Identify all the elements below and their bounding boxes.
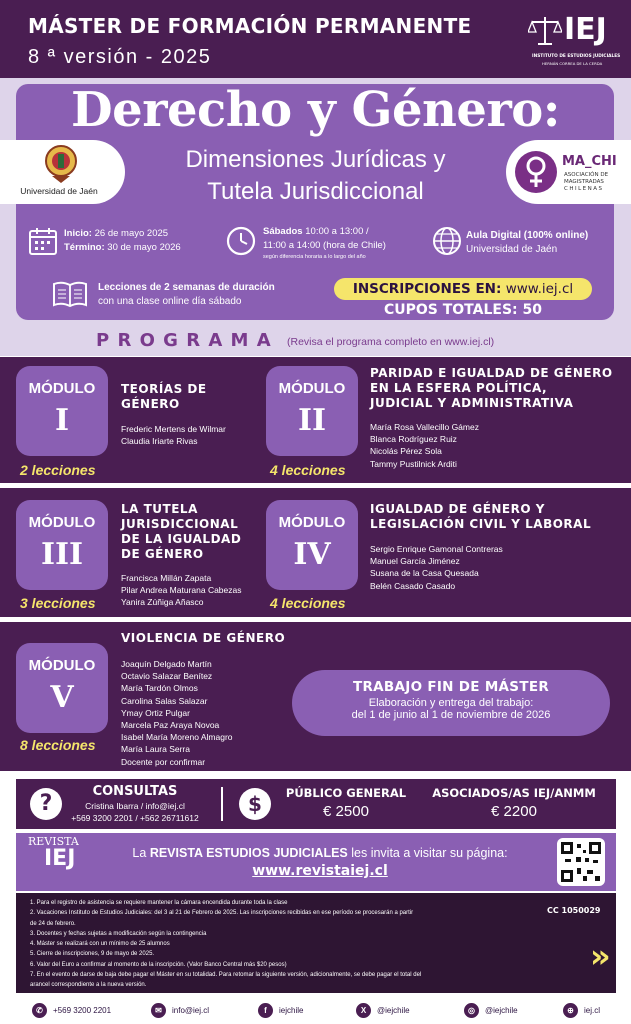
revista-url[interactable]: www.revistaiej.cl [252, 863, 388, 879]
teacher: Carolina Salas Salazar [121, 695, 208, 706]
public-price-label: PÚBLICO GENERAL [285, 786, 407, 800]
teacher: Isabel María Moreno Almagro [121, 732, 233, 743]
start-value: 26 de mayo 2025 [94, 228, 169, 239]
teacher: Ymay Ortiz Pulgar [121, 707, 190, 718]
module-5-label: MÓDULO [28, 657, 96, 674]
revista-text-bold: REVISTA ESTUDIOS JUDICIALES [149, 846, 348, 860]
end-value: 30 de mayo 2026 [107, 242, 181, 253]
next-chevron-icon[interactable]: » [590, 937, 611, 975]
tfm-line-2: del 1 de junio al 1 de noviembre de 2026 [351, 709, 551, 721]
note: de 24 de febrero. [30, 920, 76, 927]
iej-logo-sub2: HERNÁN CORREA DE LA CERDA [542, 61, 603, 66]
module-2-title-line: EN LA ESFERA POLÍTICA, [370, 381, 548, 395]
jaen-crest-icon [44, 144, 78, 184]
module-1-numeral: I [54, 403, 70, 438]
teacher: Sergio Enrique Gamonal Contreras [370, 544, 503, 554]
teacher: Joaquín Delgado Martín [121, 659, 212, 669]
note: 1. Para el registro de asistencia se requiere mantener la cámara encendida durante toda la clase [30, 900, 288, 906]
module-4-lessons: 4 lecciones [270, 595, 346, 611]
module-3-title-line: DE GÉNERO [121, 547, 204, 561]
module-2-teachers [370, 421, 479, 470]
teacher: Pilar Andrea Maturana Cabezas [121, 585, 242, 596]
revista-text [90, 846, 550, 860]
module-5-lessons: 8 lecciones [20, 737, 96, 753]
universidad-jaen-label: Universidad de Jaén [20, 186, 98, 196]
main-title: Derecho y Género: [71, 82, 560, 138]
header-title: MÁSTER DE FORMACIÓN PERMANENTE [28, 14, 472, 38]
module-1-teachers [121, 423, 226, 447]
schedule-line-1 [263, 226, 369, 237]
x-icon: X [356, 1003, 371, 1018]
scales-icon [528, 14, 562, 48]
lessons-line-2: con una clase online día sábado [98, 296, 242, 307]
consultas-phones[interactable]: +569 3200 2201 / +562 26711612 [71, 813, 199, 823]
end-label: Término: [64, 242, 105, 253]
module-3-card [16, 500, 108, 590]
assoc-price-label: ASOCIADOS/AS IEJ/ANMM [432, 786, 596, 800]
module-5-card [16, 643, 108, 733]
schedule-label: Sábados [263, 226, 303, 237]
divider [221, 787, 223, 821]
module-2-title-line: JUDICIAL Y ADMINISTRATIVA [370, 396, 574, 410]
module-3-title-line: JURISDICCIONAL [121, 517, 239, 531]
footer-email-text: info@iej.cl [172, 1006, 210, 1015]
teacher: Susana de la Casa Quesada [370, 568, 479, 579]
module-2-numeral: II [297, 403, 327, 438]
dollar-icon: $ [239, 788, 271, 820]
footer-web-text: iej.cl [584, 1006, 601, 1015]
header-version: 8 ª versión - 2025 [28, 46, 212, 68]
note: 2. Vacaciones Instituto de Estudios Judiciales: del 3 al 21 de Febrero de 2025. Las inscripciones recibidas en ese período se procesarán a partir [30, 910, 414, 917]
module-2-card [266, 366, 358, 456]
globe-icon [432, 226, 462, 256]
tfm-line-1: Elaboración y entrega del trabajo: [368, 697, 534, 709]
teacher: María Rosa Vallecillo Gámez [370, 422, 479, 432]
tfm-pill [292, 670, 610, 736]
teacher: Octavio Salazar Benítez [121, 671, 213, 682]
module-2-lessons: 4 lecciones [270, 462, 346, 478]
inscriptions-pill[interactable] [334, 278, 592, 300]
teacher: Blanca Rodríguez Ruiz [370, 434, 457, 445]
module-1-title-line: TEORÍAS DE [121, 382, 207, 396]
classroom-sub: Universidad de Jaén [466, 244, 558, 255]
facebook-icon: f [258, 1003, 273, 1018]
schedule-note: según diferencia horaria a lo largo del año [263, 254, 366, 260]
teacher: Yanira Zúñiga Añasco [121, 597, 204, 608]
web-icon: ⊕ [563, 1003, 578, 1018]
course-code: CC 1050029 [547, 906, 601, 915]
revista-band [16, 833, 616, 891]
iej-logo-text: IEJ [564, 12, 607, 47]
module-4-title [370, 502, 591, 532]
module-5-numeral: V [50, 680, 74, 715]
qr-code-icon [561, 842, 601, 882]
female-symbol-icon [523, 155, 549, 189]
revista-logo-top: REVISTA [28, 835, 79, 848]
consultas-title: CONSULTAS [92, 784, 178, 799]
inscriptions-url[interactable]: www.iej.cl [505, 281, 574, 297]
qr-code[interactable] [557, 838, 605, 886]
teacher: Francisca Millán Zapata [121, 573, 212, 583]
clock-icon [226, 226, 256, 256]
machi-sub-2: MAGISTRADAS [564, 179, 604, 185]
module-1-card [16, 366, 108, 456]
module-2-title [370, 366, 613, 411]
revista-logo-main: IEJ [44, 846, 76, 871]
footer-x[interactable] [356, 1003, 410, 1018]
notes-list [30, 898, 530, 991]
revista-text-post: les invita a visitar su página: [347, 846, 508, 860]
footer-x-text: @iejchile [377, 1006, 410, 1015]
module-3-numeral: III [40, 537, 84, 572]
footer-whatsapp[interactable] [32, 1003, 111, 1018]
module-2-label: MÓDULO [278, 380, 346, 397]
teacher: Docente por confirmar [121, 756, 206, 767]
footer-instagram-text: @iejchile [485, 1006, 518, 1015]
start-date [64, 228, 168, 239]
book-icon [52, 280, 88, 308]
note: 6. Valor del Euro a confirmar al momento de la inscripción. (Valor Banco Central más $20 pesos) [30, 961, 287, 968]
assoc-price: € 2200 [491, 803, 537, 820]
module-3-title-line: DE LA IGUALDAD [121, 532, 242, 546]
footer-email[interactable] [151, 1003, 209, 1018]
note: 3. Docentes y fechas sujetas a modificación según la contingencia [30, 930, 207, 937]
module-1-title [121, 382, 207, 412]
note: arancel correspondiente a la nueva versión. [30, 982, 147, 989]
module-3-teachers [121, 572, 242, 609]
iej-logo-sub1: INSTITUTO DE ESTUDIOS JUDICIALES [532, 54, 621, 59]
teacher: Frederic Mertens de Wilmar [121, 424, 226, 434]
module-3-title [121, 502, 241, 562]
machi-name: MA_CHI [562, 154, 617, 169]
teacher: Tammy Pustilnick Arditi [370, 458, 457, 469]
instagram-icon: ◎ [464, 1003, 479, 1018]
module-4-title-line: IGUALDAD DE GÉNERO Y [370, 502, 545, 516]
footer-facebook-text: iejchile [279, 1006, 304, 1015]
note: 4. Máster se realizará con un mínimo de 25 alumnos [30, 941, 170, 948]
classroom-label: Aula Digital (100% online) [466, 230, 589, 241]
banner-subtitle-1: Dimensiones Jurídicas y [185, 146, 446, 173]
teacher: Claudia Iriarte Rivas [121, 436, 198, 447]
teacher: María Tardón Olmos [121, 683, 198, 694]
module-1-lessons: 2 lecciones [20, 462, 96, 478]
module-3-title-line: LA TUTELA [121, 502, 198, 516]
start-label: Inicio: [64, 228, 92, 239]
module-4-card [266, 500, 358, 590]
tfm-title: TRABAJO FIN DE MÁSTER [352, 679, 550, 695]
programa-title: P R O G R A M A [96, 330, 272, 351]
end-date [64, 242, 181, 253]
whatsapp-icon: ✆ [32, 1003, 47, 1018]
public-price: € 2500 [323, 803, 369, 820]
mail-icon: ✉ [151, 1003, 166, 1018]
schedule-line-2: 11:00 a 14:00 (hora de Chile) [263, 240, 386, 251]
programa-note: (Revisa el programa completo en www.iej.cl) [287, 336, 495, 348]
teacher: Nicolás Pérez Sola [370, 446, 442, 457]
module-5-title-line: VIOLENCIA DE GÉNERO [121, 631, 286, 645]
footer-instagram[interactable] [464, 1003, 518, 1018]
cupos-totales: CUPOS TOTALES: 50 [383, 302, 543, 318]
footer-facebook[interactable] [258, 1003, 303, 1018]
machi-sub-1: ASOCIACIÓN DE [564, 172, 609, 178]
teacher: Marcela Paz Araya Novoa [121, 720, 220, 731]
module-4-label: MÓDULO [278, 514, 346, 531]
note: 7. En el evento de darse de baja debe pagar el Máster en su totalidad. Para retomar la siguiente versión, adicionalmente, se debe pagar el total del [30, 972, 422, 979]
module-4-numeral: IV [293, 537, 331, 572]
module-5-teachers [121, 658, 233, 768]
module-5-title [121, 631, 285, 646]
question-icon: ? [30, 788, 62, 820]
machi-sub-3: CHILENAS [564, 186, 604, 192]
calendar-icon [28, 226, 58, 256]
footer-web[interactable] [563, 1003, 600, 1018]
module-1-title-line: GÉNERO [121, 397, 180, 411]
inscriptions-label: INSCRIPCIONES EN: [352, 281, 502, 297]
universidad-jaen-logo [0, 140, 125, 204]
schedule-time-1: 10:00 a 13:00 / [305, 226, 369, 237]
note: 5. Cierre de inscripciones, 9 de mayo de 2025. [30, 951, 155, 958]
teacher: María Laura Serra [121, 744, 190, 755]
module-1-label: MÓDULO [28, 380, 96, 397]
teacher: Belén Casado Casado [370, 580, 456, 591]
module-3-label: MÓDULO [28, 514, 96, 531]
lessons-line-1: Lecciones de 2 semanas de duración [98, 282, 275, 293]
teacher: Manuel García Jiménez [370, 556, 460, 567]
banner-subtitle-2: Tutela Jurisdiccional [207, 178, 424, 205]
footer-whatsapp-text: +569 3200 2201 [53, 1006, 112, 1015]
module-3-lessons: 3 lecciones [20, 595, 96, 611]
consultas-name-email[interactable]: Cristina Ibarra / info@iej.cl [85, 801, 185, 811]
revista-text-pre: La [132, 846, 150, 860]
module-2-title-line: PARIDAD E IGUALDAD DE GÉNERO [370, 366, 613, 380]
machi-logo [506, 140, 631, 204]
iej-logo [528, 12, 628, 72]
module-4-title-line: LEGISLACIÓN CIVIL Y LABORAL [370, 517, 592, 531]
module-4-teachers [370, 543, 503, 592]
